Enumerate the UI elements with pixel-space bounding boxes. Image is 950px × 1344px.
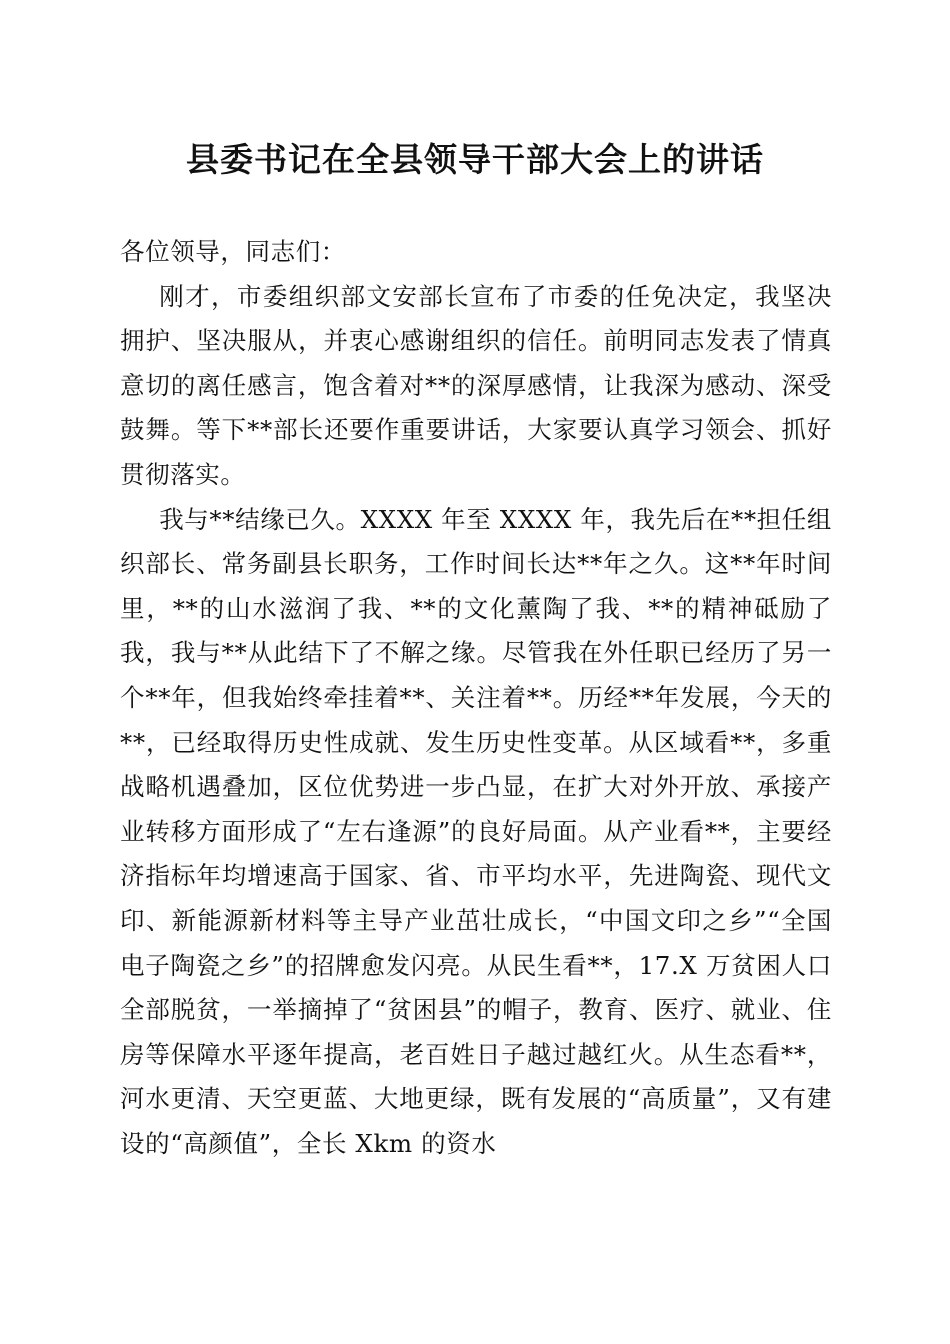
document-title: 县委书记在全县领导干部大会上的讲话 xyxy=(186,140,764,179)
salutation: 各位领导，同志们： xyxy=(120,237,346,266)
paragraph-1: 刚才，市委组织部文安部长宣布了市委的任免决定，我坚决拥护、坚决服从，并衷心感谢组织的信任。前明同志发表了情真意切的离任感言，饱含着对**的深厚感情，让我深为感动、深受鼓舞。等下**部长还要作重要讲话，大家要认真学习领会、抓好贯彻落实。 xyxy=(120,281,832,489)
paragraph-2: 我与**结缘已久。XXXX 年至 XXXX 年，我先后在**担任组织部长、常务副县长职务，工作时间长达**年之久。这**年时间里，**的山水滋润了我、**的文化薰陶了我、**的精神砥励了我，我与**从此结下了不解之缘。尽管我在外任职已经历了另一个**年，但我始终牵挂着**、关注着**。历经**年发展，今天的**，已经取得历史性成就、发生历史性变革。从区域看**，多重战略机遇叠加，区位优势进一步凸显，在扩大对外开放、承接产业转移方面形成了“左右逢源”的良好局面。从产业看**，主要经济指标年均增速高于国家、省、市平均水平，先进陶瓷、现代文印、新能源新材料等主导产业茁壮成长，“中国文印之乡”“全国电子陶瓷之乡”的招牌愈发闪亮。从民生看**，17.X 万贫困人口全部脱贫，一举摘掉了“贫困县”的帽子，教育、医疗、就业、住房等保障水平逐年提高，老百姓日子越过越红火。从生态看**，河水更清、天空更蓝、大地更绿，既有发展的“高质量”，又有建设的“高颜值”，全长 Xkm 的资水 xyxy=(120,504,832,1158)
document-body xyxy=(120,230,832,1166)
